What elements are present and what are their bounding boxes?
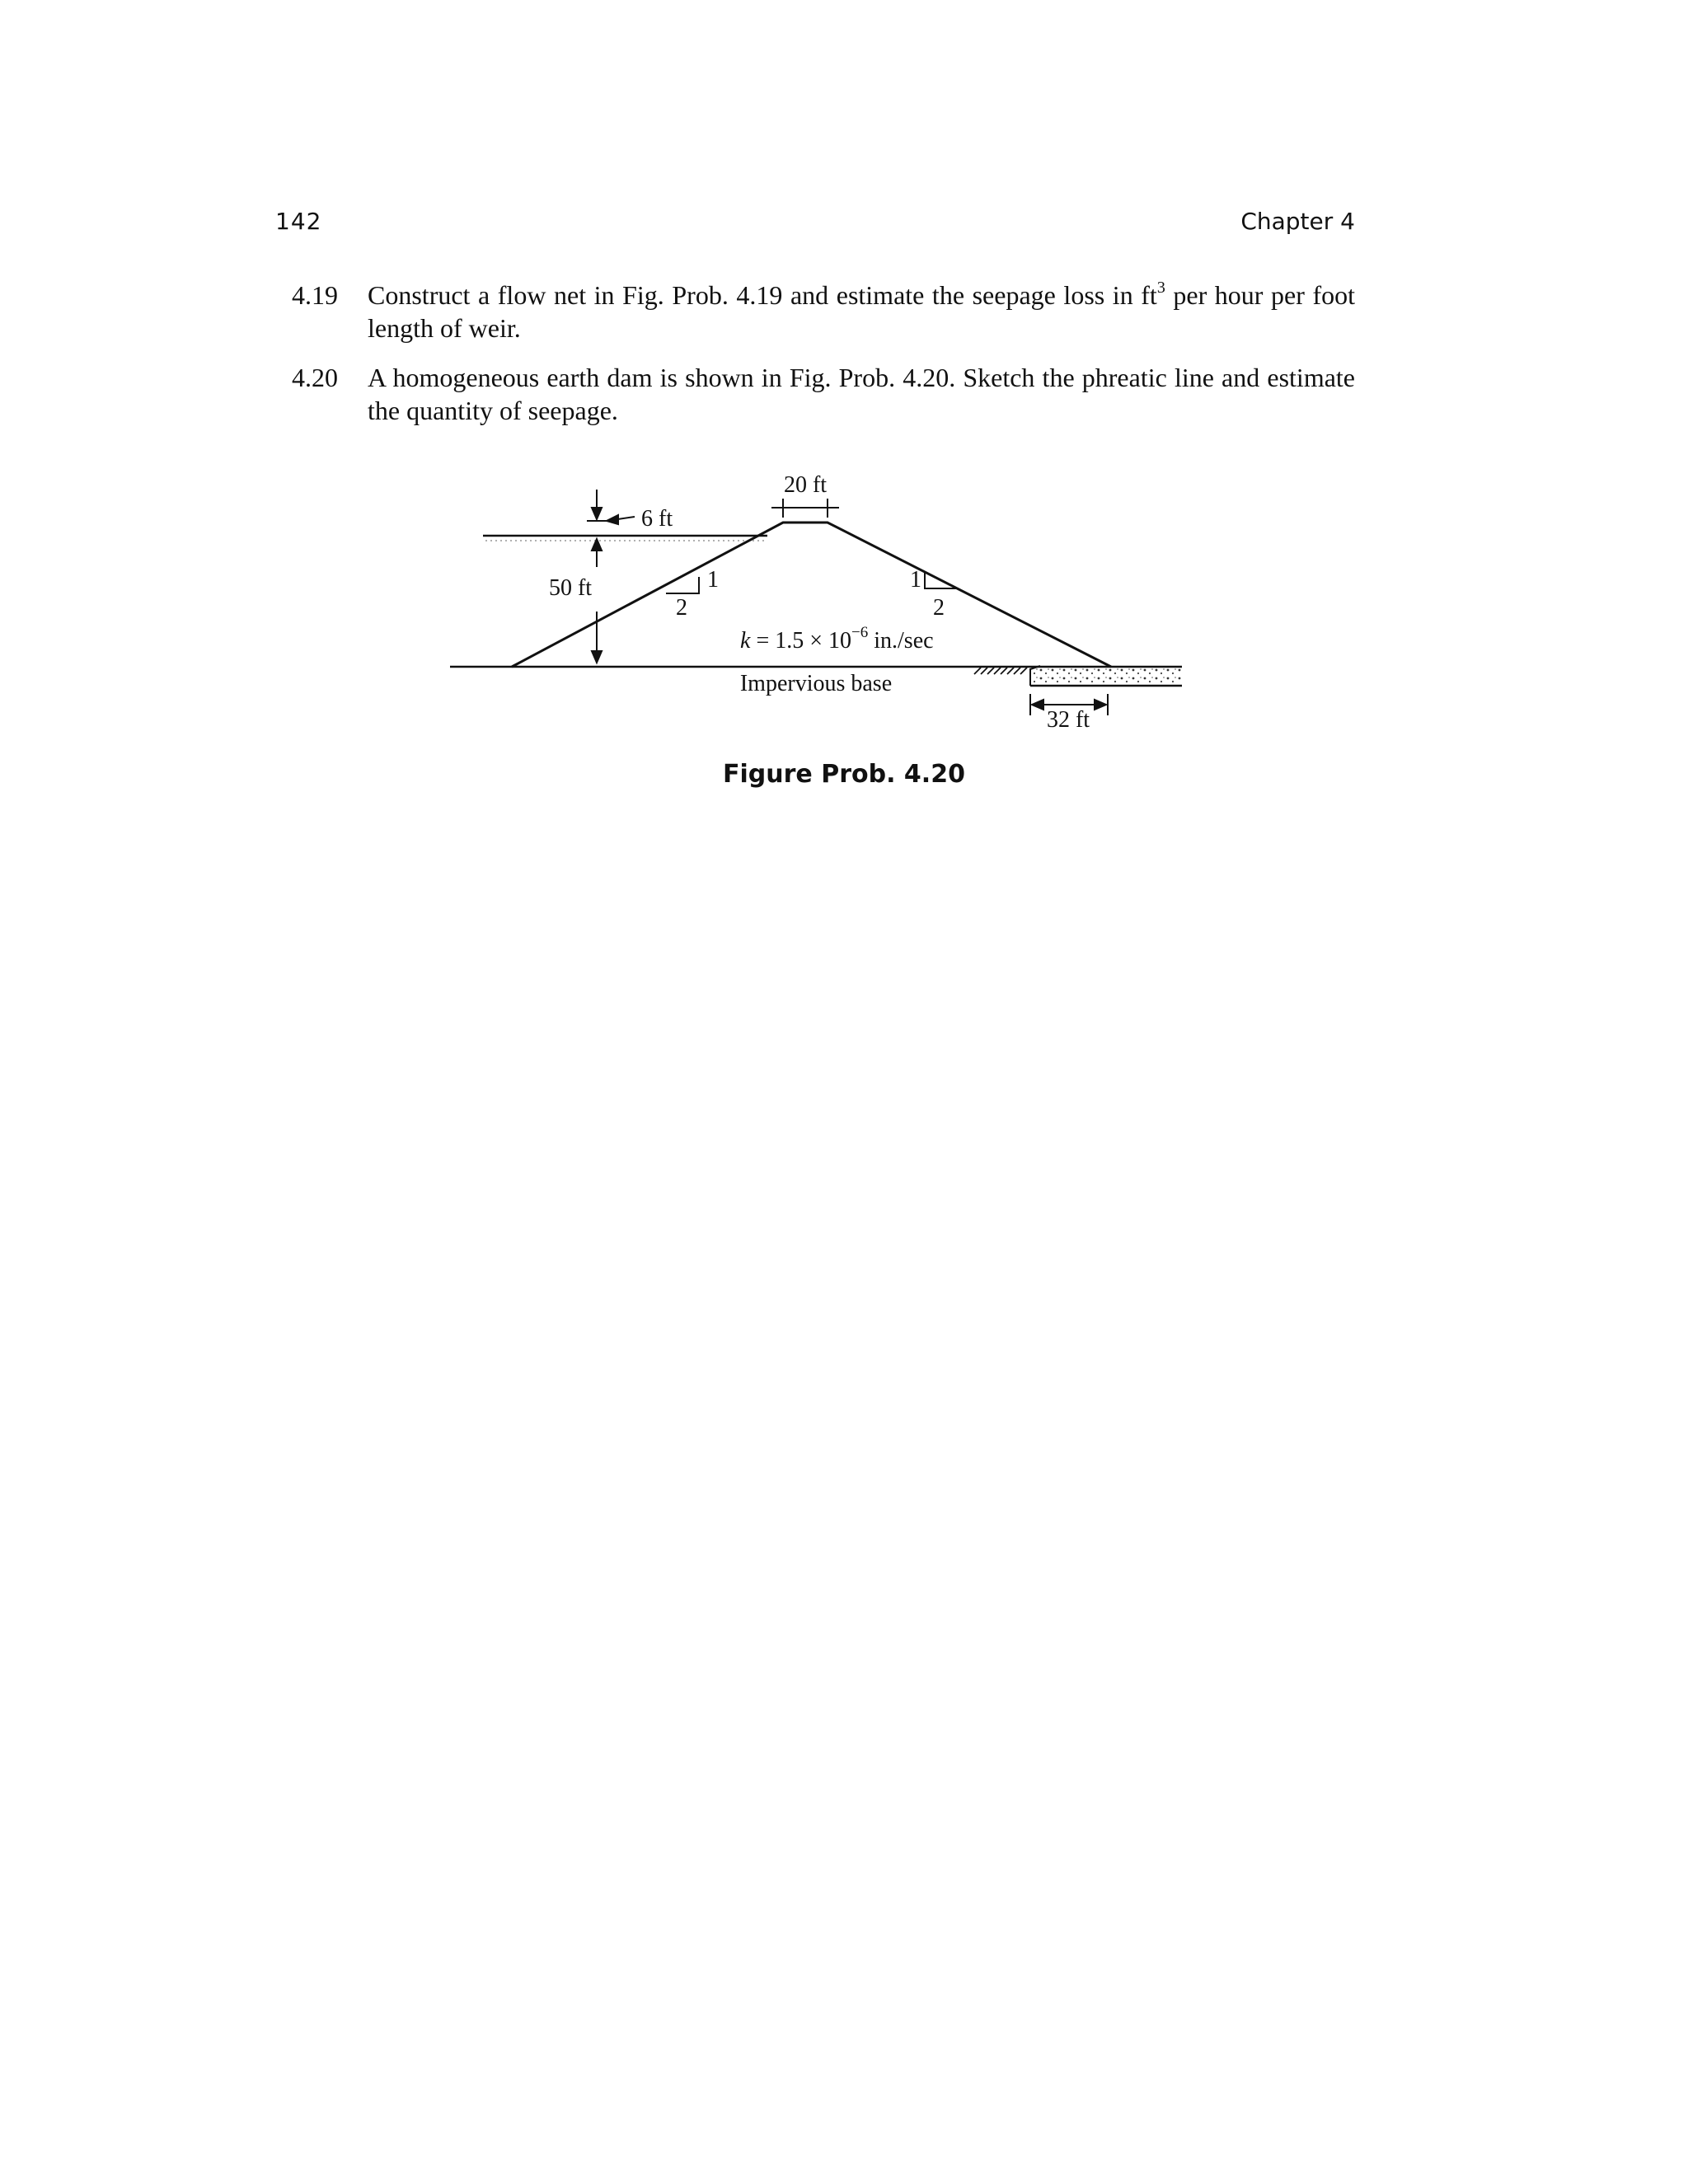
downstream-slope-run: 2: [933, 595, 945, 621]
filter-dimension: [1030, 694, 1108, 715]
problem-4-20: [292, 361, 1355, 427]
crest-dimension: [771, 499, 839, 518]
upstream-slope-marker: [666, 577, 699, 593]
problem-text: A homogeneous earth dam is shown in Fig. Prob. 4.20. Sketch the phreatic line and estimate the quantity of seepage.: [368, 363, 1355, 425]
height-dimension: [587, 490, 635, 663]
downstream-slope-marker: [925, 572, 956, 588]
filter-length-label: 32 ft: [1046, 707, 1090, 733]
problem-4-19: [292, 279, 1355, 344]
toe-filter-edge: [1030, 666, 1040, 686]
permeability-label: $k = 1.5 \times 10^{-6}$ in./sec: [740, 624, 934, 654]
reservoir-water: [483, 537, 767, 545]
height-label: 50 ft: [548, 575, 593, 601]
problem-number: 4.19: [292, 280, 338, 310]
problem-number: 4.20: [292, 363, 338, 392]
page-number: 142: [275, 208, 322, 235]
dam-outline: [512, 523, 1111, 667]
problem-text: Construct a flow net in Fig. Prob. 4.19 and estimate the seepage loss in $ft^3$ per hour per foot length of weir.: [368, 279, 1356, 343]
freeboard-label: 6 ft: [641, 506, 673, 532]
figure-caption: Figure Prob. 4.20: [723, 760, 965, 789]
impervious-base-label: Impervious base: [739, 671, 893, 696]
downstream-slope-rise: 1: [910, 567, 921, 593]
superscript: 3: [1156, 279, 1165, 298]
crest-width-label: 20 ft: [783, 472, 828, 498]
ground-hatching: [974, 668, 1027, 674]
upstream-slope-rise: 1: [707, 567, 719, 593]
upstream-slope-run: 2: [676, 595, 687, 621]
toe-filter: [1030, 668, 1182, 685]
chapter-label: Chapter 4: [1240, 208, 1355, 235]
